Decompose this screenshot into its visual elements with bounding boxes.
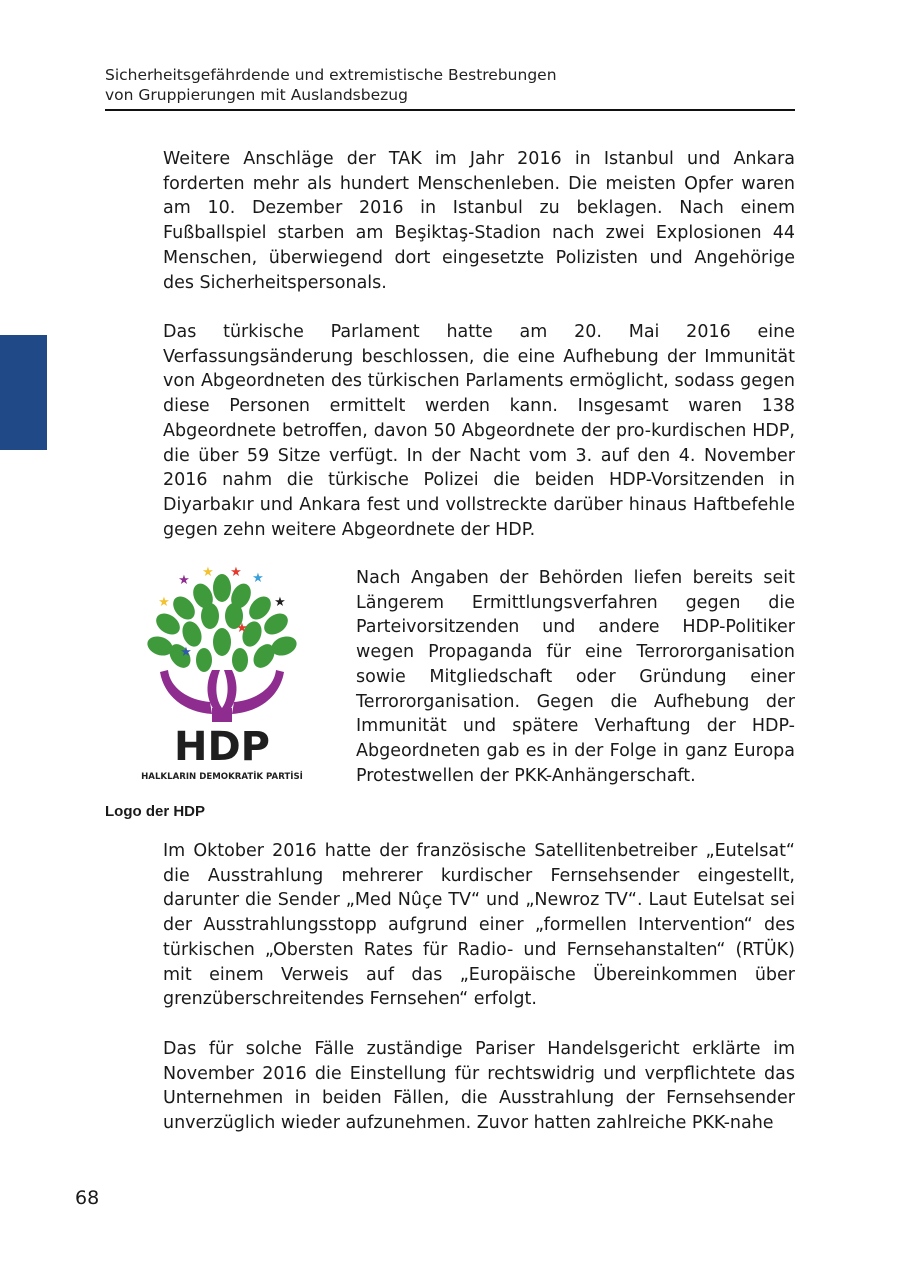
running-header-line-1: Sicherheitsgefährdende und extremistische Bestrebungen — [105, 66, 557, 84]
paragraph-court: Das für solche Fälle zuständige Pariser Handelsgericht erklärte im November 2016 die Einstellung für rechtswidrig und verpflichtete das Unternehmen in beiden Fällen, die Ausstrahlung der Fernsehsender unverzüglich wieder aufzunehmen. Zuvor hatten zahlreiche PKK-nahe — [163, 1039, 795, 1134]
running-header-line-2: von Gruppierungen mit Auslandsbezug — [105, 86, 408, 104]
svg-text:★: ★ — [274, 595, 286, 610]
svg-text:★: ★ — [180, 645, 192, 660]
svg-text:★: ★ — [202, 565, 214, 580]
logo-caption: Logo der HDP — [105, 803, 205, 820]
svg-text:★: ★ — [158, 595, 170, 610]
page-number: 68 — [75, 1187, 100, 1209]
svg-text:★: ★ — [236, 621, 248, 636]
paragraph-investigations: Nach Angaben der Behörden liefen bereits seit Längerem Ermittlungsverfahren gegen die Parteivorsitzenden und andere HDP-Politiker wegen Propaganda für eine Terrororganisation sowie Mitgliedschaft oder Gründung einer Terrororganisation. Gegen die Aufhebung der Immunität und spätere Verhaftung der HDP-Abgeordneten gab es in der Folge in ganz Europa Protestwellen der PKK-Anhängerschaft. — [356, 568, 795, 786]
paragraph-eutelsat: Im Oktober 2016 hatte der französische Satellitenbetreiber „Eutelsat“ die Ausstrahlung mehrerer kurdischer Fernsehsender eingestellt, darunter die Sender „Med Nûçe TV“ und „Newroz TV“. Laut Eutelsat sei der Ausstrahlungsstopp aufgrund einer „formellen Intervention“ des türkischen „Obersten Rates für Radio- und Fernsehanstalten“ (RTÜK) mit einem Verweis auf das „Europäische Übereinkommen über grenzüberschreitendes Fernsehen“ erfolgt. — [163, 841, 795, 1010]
paragraph-immunity: Das türkische Parlament hatte am 20. Mai 2016 eine Verfassungsänderung beschlossen, die eine Aufhebung der Immunität von Abgeordneten des türkischen Parlaments ermöglicht, sodass gegen diese Personen ermittelt werden kann. Insgesamt waren 138 Abgeordnete betroffen, davon 50 Abgeordnete der pro-kurdischen HDP, die über 59 Sitze verfügt. In der Nacht vom 3. auf den 4. November 2016 nahm die türkische Polizei die beiden HDP-Vorsitzenden in Diyarbakır und Ankara fest und vollstreckte darüber hinaus Haftbefehle gegen zehn weitere Abgeordnete der HDP. — [163, 322, 795, 540]
paragraph-tak-attacks: Weitere Anschläge der TAK im Jahr 2016 in Istanbul und Ankara forderten mehr als hundert Menschenleben. Die meisten Opfer waren am 10. Dezember 2016 in Istanbul zu beklagen. Nach einem Fußballspiel starben am Beşiktaş-Stadion nach zwei Explosionen 44 Menschen, überwiegend dort eingesetzte Polizisten und Angehörige des Sicherheitspersonals. — [163, 149, 795, 293]
running-header — [105, 65, 795, 111]
hdp-logo — [108, 558, 336, 786]
hdp-logo-abbr: HDP — [174, 724, 270, 770]
svg-text:★: ★ — [252, 571, 264, 586]
svg-text:★: ★ — [230, 565, 242, 580]
svg-text:★: ★ — [178, 573, 190, 588]
chapter-side-tab — [0, 335, 47, 450]
hdp-logo-full-name: HALKLARIN DEMOKRATİK PARTİSİ — [141, 772, 303, 782]
hdp-tree-icon — [145, 565, 300, 722]
